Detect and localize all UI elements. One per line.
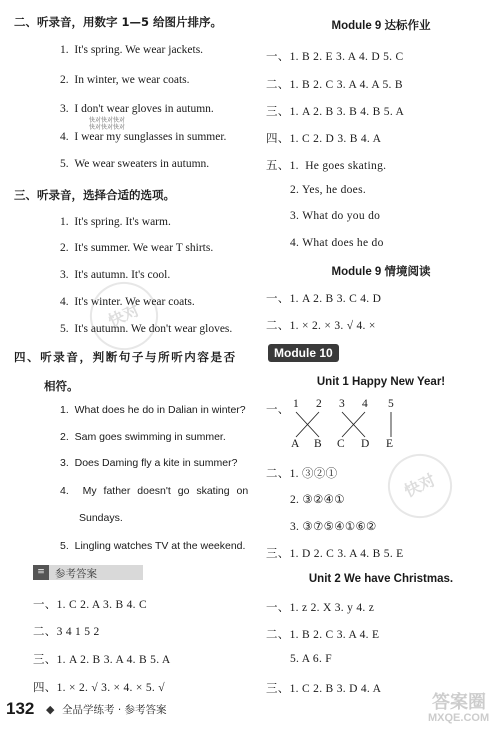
u2-line-4: 三、1. C 2. B 3. D 4. A (266, 683, 382, 695)
q3-item-5: 5. It's autumn. We don't wear gloves. (60, 323, 233, 335)
match-bottom-d: D (361, 438, 370, 450)
answer-key-icon: ≡ (33, 565, 49, 580)
u1-q3: 三、1. D 2. C 3. A 4. B 5. E (266, 548, 404, 560)
unit1-title: Unit 1 Happy New Year! (316, 376, 446, 388)
m9-q5-line-3: 3. What do you do (290, 210, 381, 222)
m9r-line-1: 一、1. A 2. B 3. C 4. D (266, 293, 382, 305)
match-top-1: 1 (293, 398, 300, 410)
q2-item-2: 2. In winter, we wear coats. (60, 74, 190, 86)
q4-item-5: 5. Lingling watches TV at the weekend. (60, 540, 246, 552)
match-bottom-a: A (291, 438, 300, 450)
key-line-1: 一、1. C 2. A 3. B 4. C (33, 599, 147, 611)
q4-title-line2: 相符。 (44, 379, 79, 393)
key-line-2: 二、3 4 1 5 2 (33, 626, 100, 638)
match-bottom-e: E (386, 438, 394, 450)
m9-line-3: 三、1. A 2. B 3. B 4. B 5. A (266, 106, 405, 118)
u2-line-2: 二、1. B 2. C 3. A 4. E (266, 629, 380, 641)
q3-item-4: 4. It's winter. We wear coats. (60, 296, 195, 308)
m9-line-1: 一、1. B 2. E 3. A 4. D 5. C (266, 51, 404, 63)
u2-line-1: 一、1. z 2. X 3. y 4. z (266, 602, 375, 614)
answer-key-label: 参考答案 (55, 568, 97, 580)
q4-item-4: 4. My father doesn't go skating on (60, 485, 249, 497)
unit2-title: Unit 2 We have Christmas. (308, 573, 454, 585)
match-lines (262, 410, 422, 440)
match-top-4: 4 (362, 398, 369, 410)
watermark-stamp-right: 快对 (377, 443, 462, 528)
q2-title: 二、听录音，用数字 1—5 给图片排序。 (14, 15, 223, 29)
diamond-icon: ◆ (46, 703, 55, 716)
match-prefix: 一、 (266, 404, 290, 416)
m9r-line-2: 二、1. × 2. × 3. √ 4. × (266, 320, 376, 332)
u2-line-3: 5. A 6. F (290, 653, 333, 665)
match-bottom-b: B (314, 438, 322, 450)
q2-item-3: 3. I don't wear gloves in autumn. (60, 103, 214, 115)
module10-badge: Module 10 (268, 344, 339, 362)
match-top-2: 2 (316, 398, 323, 410)
watermark-logo: 答案圈 (432, 692, 486, 713)
q4-item-2: 2. Sam goes swimming in summer. (60, 431, 226, 443)
q4-item-4-cont: Sundays. (79, 512, 123, 524)
tiny-note: 快对快对快对 快对快对快对 (89, 117, 126, 131)
q3-item-3: 3. It's autumn. It's cool. (60, 269, 171, 281)
q3-item-2: 2. It's summer. We wear T shirts. (60, 242, 214, 254)
watermark-url: MXQE.COM (428, 712, 490, 724)
match-top-5: 5 (388, 398, 395, 410)
u1-line-3: 3. ③⑦⑤④①⑥② (290, 521, 377, 533)
m9-line-4: 四、1. C 2. D 3. B 4. A (266, 133, 382, 145)
footer-book-title: 全品学练考 · 参考答案 (62, 704, 167, 716)
module9-read-title: Module 9 情境阅读 (331, 266, 431, 278)
m9-q5-line-2: 2. Yes, he does. (290, 184, 367, 196)
q2-item-4: 4. I wear my sunglasses in summer. (60, 131, 227, 143)
match-bottom-c: C (337, 438, 345, 450)
page-number: 132 (6, 699, 35, 718)
q4-item-3: 3. Does Daming fly a kite in summer? (60, 457, 238, 469)
match-top-3: 3 (339, 398, 346, 410)
m9-q5-line-1: 五、1. He goes skating. (266, 160, 387, 172)
u1-line-2: 2. ③②④① (290, 494, 345, 506)
m9-line-2: 二、1. B 2. C 3. A 4. A 5. B (266, 79, 403, 91)
q2-item-5: 5. We wear sweaters in autumn. (60, 158, 210, 170)
q3-item-1: 1. It's spring. It's warm. (60, 216, 171, 228)
watermark-stamp-left: 快对 (79, 271, 169, 361)
u1-line-1: 二、1. ③②① (266, 468, 338, 480)
key-line-3: 三、1. A 2. B 3. A 4. B 5. A (33, 654, 171, 666)
q4-item-1: 1. What does he do in Dalian in winter? (60, 404, 246, 416)
m9-q5-line-4: 4. What does he do (290, 237, 384, 249)
q3-title: 三、听录音，选择合适的选项。 (14, 188, 175, 202)
answer-key-header (33, 565, 143, 580)
module9-task-title: Module 9 达标作业 (331, 20, 431, 32)
q2-item-1: 1. It's spring. We wear jackets. (60, 44, 204, 56)
key-line-4: 四、1. × 2. √ 3. × 4. × 5. √ (33, 682, 165, 694)
q4-title-line1: 四、听录音，判断句子与所听内容是否 (14, 350, 237, 364)
